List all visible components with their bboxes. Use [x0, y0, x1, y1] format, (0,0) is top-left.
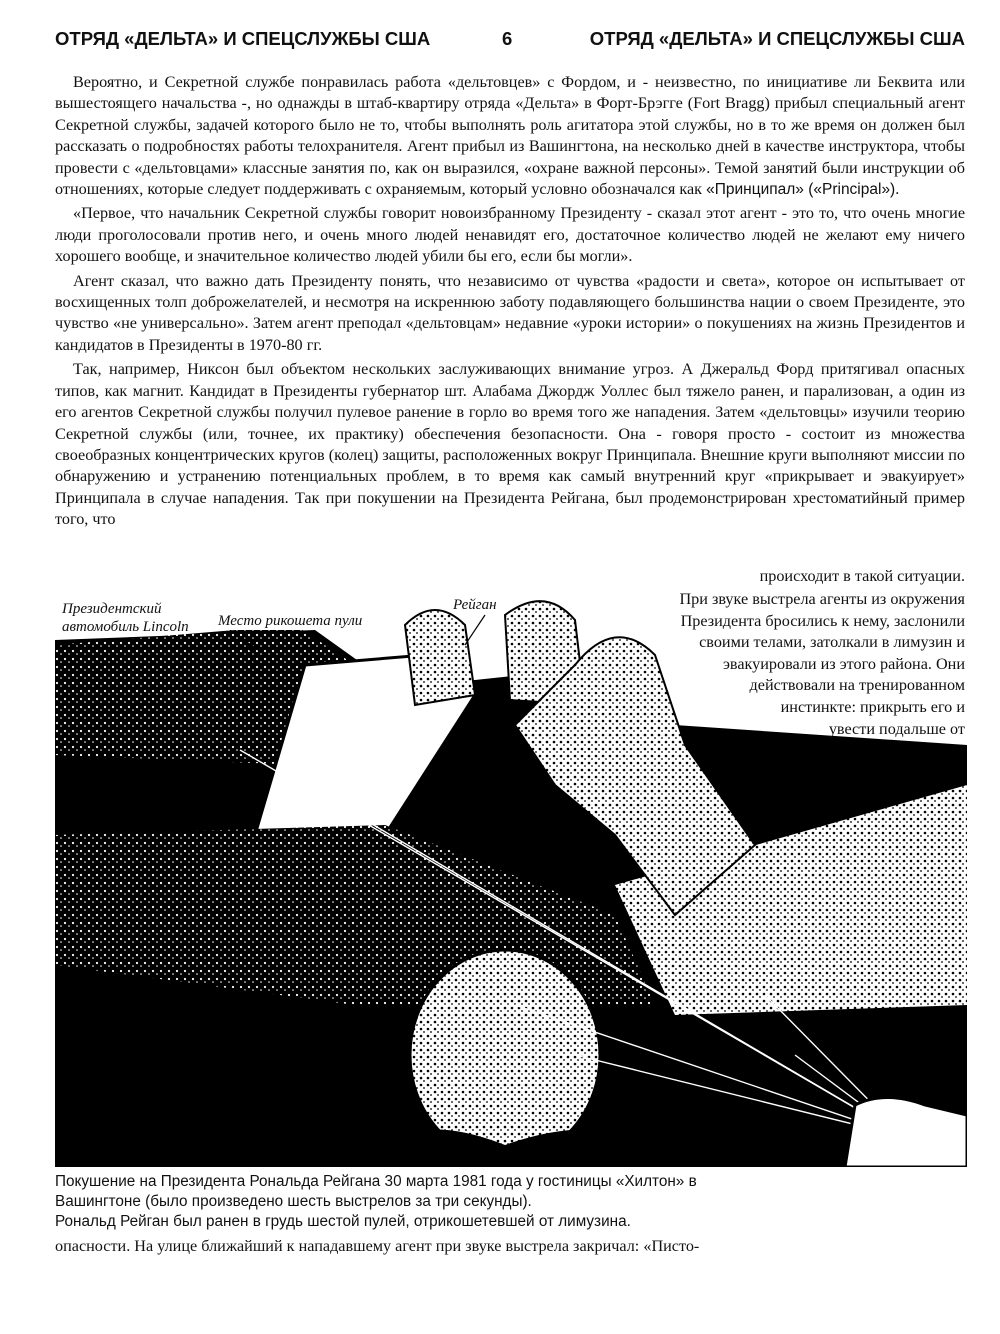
foreground-face: [410, 950, 600, 1160]
header-right-title: ОТРЯД «ДЕЛЬТА» И СПЕЦСЛУЖБЫ США: [589, 28, 965, 49]
caption-line-3: Рональд Рейган был ранен в грудь шестой пулей, отрикошетевшей от лимузина.: [55, 1213, 631, 1230]
side-line: Президента бросились к нему, заслонили: [680, 611, 965, 630]
paragraph-1-text: Вероятно, и Секретной службе понравилась работа «дельтовцев» с Фордом, и - неизвестно, по инициативе ли Беквита или вышестоящего начальства -, но однажды в штаб-квартиру отряда «Дельта» в Форт-Брэгге (Fort Bragg) прибыл специальный агент Секретной службы, задачей которого было не то, чтобы выполнять роль агитатора этой службы, но в то же время он должен был рассказать о подробностях работы телохранителя. Агент прибыл из Вашингтона, на несколько дней в качестве инструктора, чтобы провести с «дельтовцами» классные занятия по, как он выразился, «охране важной персоны». Темой занятий были инструкции об отношениях, которые следует поддерживать с охраняемым, который условно обозначался как: [55, 73, 965, 199]
body-text: [55, 72, 965, 534]
side-line: действовали на тренированном: [749, 676, 965, 695]
side-line: своими телами, затолкали в лимузин и: [699, 633, 965, 652]
caption-line-2: Вашингтоне (было произведено шесть выстрелов за три секунды).: [55, 1193, 532, 1210]
principal-term: «Принципал» («Principal»): [706, 181, 896, 199]
label-car-line2: автомобиль Lincoln: [62, 619, 189, 635]
paragraph-2: «Первое, что начальник Секретной службы говорит новоизбранному Президенту - сказал этот агент - это то, что очень многие люди проголосовали против него, и очень много людей ненавидят его, достаточное количество людей не желают ему ничего хорошего вообще, и значительное количество людей убили бы его, если бы могли».: [55, 204, 965, 266]
paragraph-4: Так, например, Никсон был объектом нескольких заслуживающих внимание угроз. А Джеральд Форд притягивал опасных типов, как магнит. Кандидат в Президенты губернатор шт. Алабама Джордж Уоллес был тяжело ранен, и парализован, а один из его агентов Секретной службы получил пулевое ранение в горло во время того же нападения. Затем «дельтовцы» изучили теорию Секретной службы (или, точнее, их практику) обеспечения безопасности. Она - говоря просто - состоит из множества своеобразных концентрических кругов (колец) защиты, расположенных вокруг Принципала. Внешние круги выполняют миссии по обнаружению и устранению потенциальных проблем, в то время как самый внутренний круг «прикрывает и эвакуирует» Принципала в случае нападения. Так при покушении на Президента Рейгана, был продемонстрирован хрестоматийный пример того, что: [55, 360, 965, 529]
paragraph-3: Агент сказал, что важно дать Президенту понять, что независимо от чувства «радости и света», которое он испытывает от восхищенных толп доброжелателей, и несмотря на искреннюю заботу подавляющего большинства нации о своем Президенте, это чувство «не универсально». Затем агент преподал «дельтовцам» недавние «уроки истории» о покушениях на жизнь Президентов и кандидатов в Президенты в 1970-80 гг.: [55, 271, 965, 354]
side-line: увести подальше от: [828, 719, 965, 738]
paragraph-1-end: .: [895, 180, 900, 199]
label-car-line1: Президентский: [62, 601, 162, 617]
label-reagan: Рейган: [453, 597, 497, 613]
side-line: При звуке выстрела агенты из окружения: [679, 590, 965, 608]
side-line: инстинкте: прикрыть его и: [780, 697, 965, 716]
side-text-column: [620, 589, 965, 740]
agent-figure: [405, 610, 475, 705]
paragraph-4-last-line: происходит в такой ситуации.: [759, 567, 965, 585]
side-line: эвакуировали из этого района. Они: [722, 654, 965, 673]
continuation-line: опасности. На улице ближайший к нападавшему агент при звуке выстрела закричал: «Писто-: [55, 1237, 700, 1255]
running-header: [55, 28, 965, 56]
header-left-title: ОТРЯД «ДЕЛЬТА» И СПЕЦСЛУЖБЫ США: [55, 28, 431, 49]
label-ricochet-place: Место рикошета пули: [218, 613, 363, 629]
figure-caption: [55, 1172, 895, 1232]
caption-line-1: Покушение на Президента Рональда Рейгана 30 марта 1981 года у гостиницы «Хилтон» в: [55, 1173, 697, 1190]
label-presidential-car: [62, 600, 189, 636]
page-number: 6: [502, 28, 513, 49]
paragraph-1: [55, 72, 965, 200]
